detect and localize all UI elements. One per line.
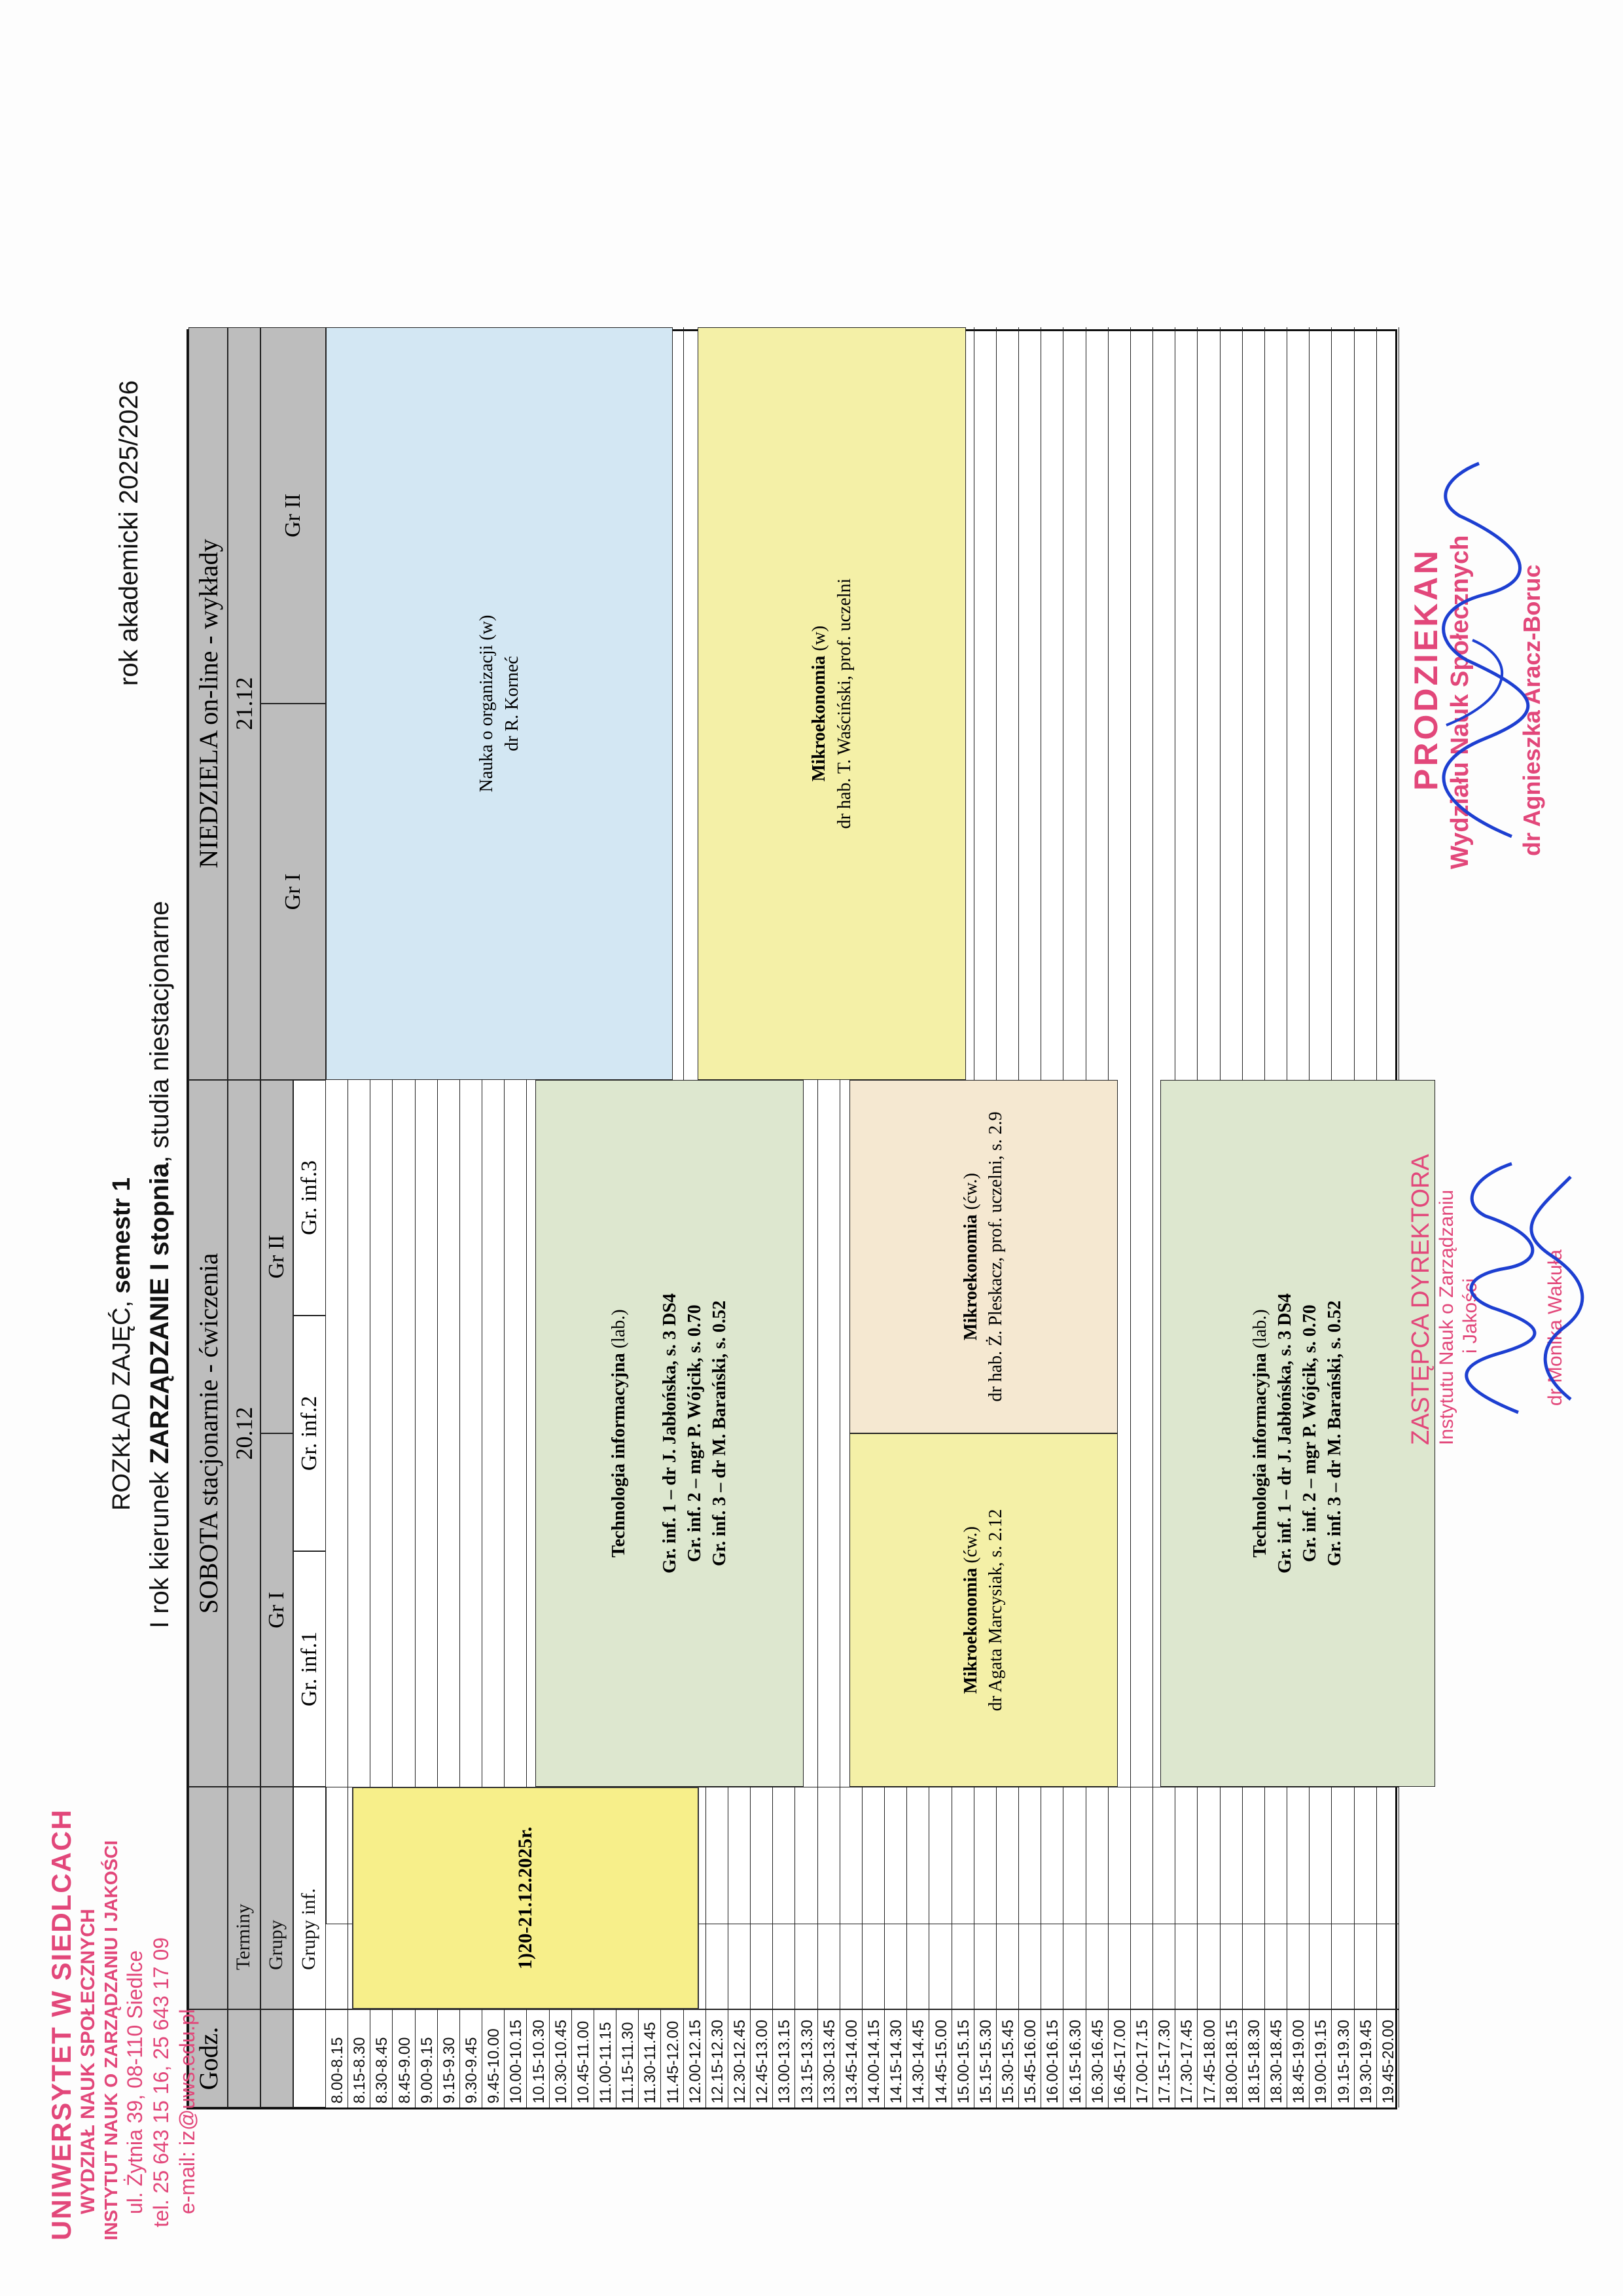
saturday-date: 20.12	[228, 1080, 260, 1787]
sunday-group-1: Gr I	[260, 704, 326, 1080]
hour-label: 16.15-16.30	[1066, 2019, 1084, 2104]
hour-label: 13.00-13.15	[776, 2019, 794, 2104]
hour-label: 19.30-19.45	[1357, 2019, 1375, 2104]
hour-label: 9.00-9.15	[418, 2037, 436, 2104]
hour-label: 19.00-19.15	[1312, 2019, 1330, 2104]
academic-year: rok akademicki 2025/2026	[115, 380, 143, 686]
stamp-line: i Jakości	[1459, 1278, 1481, 1354]
hour-label: 11.00-11.15	[597, 2022, 615, 2104]
hour-label: 9.15-9.30	[440, 2037, 458, 2104]
stamp-line: dr Agnieszka Aracz-Boruc	[1518, 564, 1545, 856]
hour-label: 15.45-16.00	[1022, 2019, 1040, 2104]
stamp-line: ul. Żytnia 39, 08-110 Siedlce	[123, 1950, 147, 2214]
grupy-label: Grupy	[265, 1920, 287, 1970]
hour-label: 18.00-18.15	[1222, 2019, 1241, 2104]
hours-column	[188, 2009, 1399, 2108]
schedule-table	[187, 329, 1397, 2109]
stamp-line: ZASTĘPCA DYREKTORA	[1407, 1154, 1435, 1445]
class-block-mikro-gr2: Mikroekonomia (ćw.) dr hab. Ż. Pleskacz, prof. uczelni, s. 2.9	[849, 1080, 1118, 1433]
stamp-line: WYDZIAŁ NAUK SPOŁECZNYCH	[77, 1909, 99, 2214]
document-subtitle: I rok kierunek ZARZĄDZANIE I stopnia, studia niestacjonarne	[145, 901, 174, 1628]
hour-label: 10.45-11.00	[574, 2020, 592, 2104]
hour-label: 15.30-15.45	[999, 2019, 1017, 2104]
hour-label: 10.30-10.45	[552, 2019, 570, 2104]
hour-label: 10.15-10.30	[529, 2019, 548, 2104]
dean-signature	[1407, 450, 1558, 856]
hour-label: 14.00-14.15	[865, 2019, 883, 2104]
hour-label: 17.00-17.15	[1133, 2019, 1151, 2104]
hour-label: 9.45-10.00	[485, 2028, 503, 2104]
hour-label: 17.15-17.30	[1156, 2019, 1174, 2104]
hour-label: 16.45-17.00	[1111, 2019, 1129, 2104]
hour-label: 17.30-17.45	[1178, 2019, 1196, 2104]
hour-label: 18.15-18.30	[1245, 2019, 1263, 2104]
deputy-signature	[1440, 1124, 1590, 1426]
stamp-line: tel. 25 643 15 16, 25 643 17 09	[149, 1937, 173, 2227]
document-title: ROZKŁAD ZAJĘĆ, semestr 1	[108, 1177, 135, 1511]
stamp-line: Instytutu Nauk o Zarządzaniu	[1436, 1189, 1457, 1445]
hour-label: 12.15-12.30	[708, 2019, 726, 2104]
hour-label: 15.15-15.30	[976, 2019, 995, 2104]
hour-label: 8.30-8.45	[373, 2037, 391, 2104]
hour-label: 10.00-10.15	[507, 2019, 526, 2104]
saturday-group-2: Gr II	[260, 1080, 293, 1433]
sunday-title: NIEDZIELA on-line - wykłady	[188, 327, 228, 1080]
stamp-line: Wydziału Nauk Społecznych	[1446, 535, 1474, 869]
hours-column-header: Godz.	[188, 2009, 228, 2108]
hour-label: 18.30-18.45	[1268, 2019, 1285, 2104]
hour-label: 14.15-14.30	[887, 2019, 906, 2104]
grupy-inf-label: Grupy inf.	[298, 1888, 319, 1970]
hour-label: 12.30-12.45	[731, 2019, 749, 2104]
class-block-mikro-lecture: Mikroekonomia (w) dr hab. T. Waściński, prof. uczelni	[698, 327, 966, 1080]
saturday-title: SOBOTA stacjonarnie - ćwiczenia	[188, 1080, 228, 1787]
hour-label: 15.00-15.15	[954, 2019, 972, 2104]
term-date-label: 1)20-21.12.2025r.	[352, 1787, 699, 2009]
terminy-label: Terminy	[232, 1903, 254, 1970]
class-block-mikro-gr1: Mikroekonomia (ćw.) dr Agata Marcysiak, s. 2.12	[849, 1433, 1118, 1787]
stamp-line: UNIWERSYTET W SIEDLCACH	[46, 1808, 77, 2240]
hour-label: 14.45-15.00	[932, 2019, 950, 2104]
stamp-line: dr Monika Wakuła	[1544, 1249, 1566, 1406]
inf-group-2: Gr. inf.2	[293, 1316, 326, 1551]
hour-label: 18.45-19.00	[1290, 2019, 1308, 2104]
class-block-ti-morning: Technologia informacyjna (lab.) Gr. inf. 1 – dr J. Jabłońska, s. 3 DS4 Gr. inf. 2 – mgr P. Wójcik, s. 0.70 Gr. inf. 3 – dr M. Barański, s. 0.52	[535, 1080, 804, 1787]
hour-label: 16.30-16.45	[1088, 2019, 1107, 2104]
inf-group-3: Gr. inf.3	[293, 1080, 326, 1316]
class-block-nauka: Nauka o organizacji (w) dr R. Korneć	[326, 327, 673, 1080]
inf-group-1: Gr. inf.1	[293, 1551, 326, 1787]
stamp-line: INSTYTUT NAUK O ZARZĄDZANIU I JAKOŚCI	[101, 1840, 121, 2240]
hour-label: 17.45-18.00	[1200, 2019, 1219, 2104]
hour-label: 19.15-19.30	[1334, 2019, 1353, 2104]
hour-label: 11.30-11.45	[641, 2022, 660, 2104]
hour-label: 8.45-9.00	[395, 2037, 414, 2104]
hour-label: 16.00-16.15	[1044, 2019, 1062, 2104]
sunday-group-2: Gr II	[260, 327, 326, 704]
hour-label: 13.45-14.00	[842, 2019, 861, 2104]
hour-label: 12.45-13.00	[753, 2019, 772, 2104]
hour-label: 11.15-11.30	[619, 2022, 637, 2104]
hour-label: 12.00-12.15	[686, 2019, 704, 2104]
hour-label: 9.30-9.45	[463, 2037, 480, 2104]
hour-label: 8.00-8.15	[329, 2037, 346, 2104]
hour-label: 11.45-12.00	[664, 2020, 682, 2104]
sunday-date: 21.12	[228, 327, 260, 1080]
hour-label: 19.45-20.00	[1379, 2019, 1397, 2104]
hour-label: 13.30-13.45	[820, 2019, 838, 2104]
hour-label: 14.30-14.45	[910, 2019, 928, 2104]
class-block-ti-evening: Technologia informacyjna (lab.) Gr. inf. 1 – dr J. Jabłońska, s. 3 DS4 Gr. inf. 2 – mgr P. Wójcik, s. 0.70 Gr. inf. 3 – dr M. Barański, s. 0.52	[1160, 1080, 1435, 1787]
stamp-line: PRODZIEKAN	[1408, 548, 1444, 791]
hour-label: 8.15-8.30	[351, 2037, 369, 2104]
stamp-line: e-mail: iz@uws.edu.pl	[175, 2009, 199, 2214]
saturday-group-1: Gr I	[260, 1433, 293, 1787]
hour-label: 13.15-13.30	[798, 2019, 816, 2104]
